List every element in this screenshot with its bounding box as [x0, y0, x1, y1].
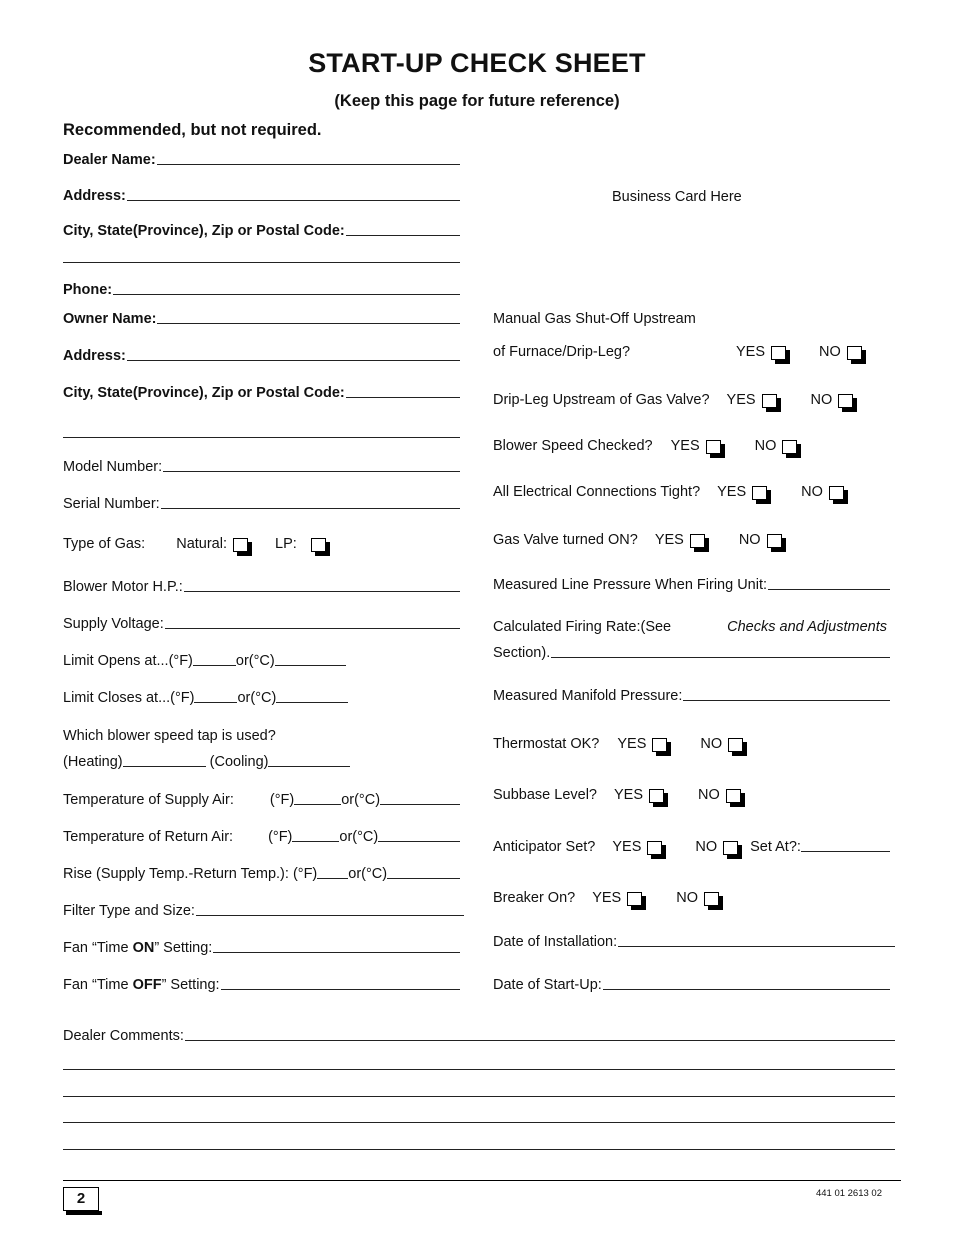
drip-leg-no-label: NO [810, 392, 833, 408]
startup-date-field[interactable] [493, 977, 890, 993]
firing-rate-label-2: Section). [493, 645, 551, 661]
temp-rise-field[interactable] [63, 866, 460, 882]
thermostat-no-label: NO [700, 736, 723, 752]
fan-off-label: Fan “Time OFF” Setting: [63, 977, 220, 993]
owner-city-field[interactable] [63, 385, 460, 401]
temp-rise-c-label: or(°C) [348, 866, 388, 882]
model-number-line[interactable] [163, 471, 460, 472]
supply-air-temp-field[interactable] [63, 792, 460, 808]
lp-label: LP: [275, 536, 297, 552]
blower-tap-label: Which blower speed tap is used? [63, 728, 276, 744]
dealer-address-label: Address: [63, 188, 126, 204]
thermostat-yes-label: YES [617, 736, 647, 752]
set-at-line[interactable] [801, 851, 890, 852]
owner-city-line[interactable] [346, 397, 460, 398]
dealer-comments-field[interactable] [63, 1028, 895, 1044]
supply-air-label: Temperature of Supply Air: [63, 792, 234, 808]
limit-opens-field[interactable] [63, 653, 346, 669]
dealer-comments-line-3[interactable] [63, 1096, 895, 1097]
fan-on-line[interactable] [213, 952, 460, 953]
limit-opens-c-label: or(°C) [235, 653, 275, 669]
electrical-label: All Electrical Connections Tight? [493, 484, 701, 500]
limit-closes-c-line[interactable] [276, 702, 348, 703]
thermostat-row [493, 736, 743, 752]
breaker-label: Breaker On? [493, 890, 576, 906]
natural-checkbox[interactable] [233, 538, 248, 552]
firing-rate-line[interactable] [551, 657, 890, 658]
owner-address-line[interactable] [127, 360, 460, 361]
line-pressure-label: Measured Line Pressure When Firing Unit: [493, 577, 768, 593]
fan-off-line[interactable] [221, 989, 460, 990]
recommendation-note: Recommended, but not required. [63, 121, 322, 139]
limit-closes-label: Limit Closes at...(°F) [63, 690, 195, 706]
gas-shutoff-no-label: NO [819, 344, 841, 360]
limit-opens-c-line[interactable] [275, 665, 346, 666]
breaker-yes-label: YES [592, 890, 622, 906]
install-date-line[interactable] [618, 946, 895, 947]
limit-closes-field[interactable] [63, 690, 348, 706]
install-date-field[interactable] [493, 934, 895, 950]
dealer-city-line-2[interactable] [63, 262, 460, 263]
owner-address-field[interactable] [63, 348, 460, 364]
gas-shutoff-row [493, 344, 889, 360]
gas-type-label: Type of Gas: [63, 536, 146, 552]
anticipator-label: Anticipator Set? [493, 839, 596, 855]
subbase-yes-checkbox[interactable] [649, 789, 664, 803]
set-at-label: Set At?: [750, 839, 801, 855]
manifold-pressure-field[interactable] [493, 688, 890, 704]
model-number-field[interactable] [63, 459, 460, 475]
supply-voltage-line[interactable] [165, 628, 460, 629]
subbase-yes-label: YES [614, 787, 644, 803]
gas-shutoff-label-2: of Furnace/Drip-Leg? [493, 344, 631, 360]
line-pressure-field[interactable] [493, 577, 890, 593]
document-number: 441 01 2613 02 [815, 1188, 882, 1199]
owner-name-label: Owner Name: [63, 311, 157, 327]
gas-shutoff-no-checkbox[interactable] [847, 346, 862, 360]
page-title: START-UP CHECK SHEET [308, 48, 646, 78]
dealer-comments-line-1[interactable] [185, 1040, 895, 1041]
startup-date-line[interactable] [603, 989, 890, 990]
anticipator-yes-label: YES [612, 839, 642, 855]
manifold-pressure-label: Measured Manifold Pressure: [493, 688, 683, 704]
return-air-c-label: or(°C) [339, 829, 379, 845]
drip-leg-no-checkbox[interactable] [838, 394, 853, 408]
gas-type-row [63, 536, 326, 552]
gas-valve-no-checkbox[interactable] [767, 534, 782, 548]
dealer-city-label: City, State(Province), Zip or Postal Code: [63, 223, 345, 239]
electrical-yes-label: YES [717, 484, 747, 500]
line-pressure-line[interactable] [768, 589, 890, 590]
dealer-comments-line-5[interactable] [63, 1149, 895, 1150]
gas-shutoff-yes-checkbox[interactable] [771, 346, 786, 360]
temp-rise-f-line[interactable] [317, 878, 348, 879]
dealer-name-label: Dealer Name: [63, 152, 156, 168]
supply-voltage-field[interactable] [63, 616, 460, 632]
blower-hp-field[interactable] [63, 579, 460, 595]
natural-label: Natural: [176, 536, 227, 552]
heating-label: (Heating) [63, 754, 123, 770]
dealer-address-line[interactable] [127, 200, 460, 201]
limit-opens-f-line[interactable] [193, 665, 236, 666]
return-air-c-line[interactable] [378, 841, 460, 842]
page-number: 2 [63, 1187, 99, 1211]
limit-closes-f-line[interactable] [194, 702, 237, 703]
firing-rate-field[interactable] [493, 645, 890, 661]
blower-speed-no-checkbox[interactable] [782, 440, 797, 454]
fan-on-field[interactable] [63, 940, 460, 956]
return-air-temp-field[interactable] [63, 829, 460, 845]
cooling-line[interactable] [268, 766, 350, 767]
blower-hp-line[interactable] [184, 591, 460, 592]
serial-number-field[interactable] [63, 496, 460, 512]
electrical-no-label: NO [801, 484, 823, 500]
owner-name-field[interactable] [63, 311, 460, 327]
fan-on-label: Fan “Time ON” Setting: [63, 940, 213, 956]
blower-speed-yes-label: YES [670, 438, 700, 454]
blower-tap-field[interactable] [63, 754, 350, 770]
blower-speed-yes-checkbox[interactable] [706, 440, 721, 454]
manifold-pressure-line[interactable] [683, 700, 890, 701]
business-card-placeholder: Business Card Here [612, 189, 742, 205]
anticipator-no-checkbox[interactable] [723, 841, 738, 855]
gas-shutoff-label-1: Manual Gas Shut-Off Upstream [493, 311, 696, 327]
electrical-row [493, 484, 844, 500]
electrical-yes-checkbox[interactable] [752, 486, 767, 500]
blower-speed-row [493, 438, 797, 454]
return-air-label: Temperature of Return Air: [63, 829, 234, 845]
limit-opens-label: Limit Opens at...(°F) [63, 653, 193, 669]
blower-speed-label: Blower Speed Checked? [493, 438, 653, 454]
filter-type-field[interactable] [63, 903, 464, 919]
install-date-label: Date of Installation: [493, 934, 618, 950]
serial-number-label: Serial Number: [63, 496, 160, 512]
checks-adjustments-ref: Checks and Adjustments [727, 619, 887, 635]
gas-valve-no-label: NO [738, 532, 761, 548]
dealer-city-line[interactable] [346, 235, 460, 236]
dealer-comments-label: Dealer Comments: [63, 1028, 184, 1044]
gas-shutoff-yes-label: YES [736, 344, 766, 360]
thermostat-label: Thermostat OK? [493, 736, 600, 752]
heating-line[interactable] [123, 766, 206, 767]
model-number-label: Model Number: [63, 459, 163, 475]
gas-valve-yes-checkbox[interactable] [690, 534, 705, 548]
filter-type-label: Filter Type and Size: [63, 903, 195, 919]
drip-leg-yes-label: YES [726, 392, 756, 408]
blower-hp-label: Blower Motor H.P.: [63, 579, 183, 595]
subbase-row [493, 787, 741, 803]
temp-rise-label: Rise (Supply Temp.-Return Temp.): (°F) [63, 866, 318, 882]
cooling-label: (Cooling) [209, 754, 269, 770]
dealer-comments-line-4[interactable] [63, 1122, 895, 1123]
owner-address-label: Address: [63, 348, 126, 364]
dealer-name-field[interactable] [63, 152, 460, 168]
breaker-no-checkbox[interactable] [704, 892, 719, 906]
owner-name-line[interactable] [157, 323, 460, 324]
return-air-f-label: (°F) [268, 829, 293, 845]
filter-type-line[interactable] [196, 915, 464, 916]
anticipator-no-label: NO [695, 839, 718, 855]
dealer-comments-line-2[interactable] [63, 1069, 895, 1070]
blower-speed-no-label: NO [754, 438, 777, 454]
startup-date-label: Date of Start-Up: [493, 977, 602, 993]
page-subtitle: (Keep this page for future reference) [334, 92, 620, 110]
supply-air-f-line[interactable] [294, 804, 341, 805]
supply-voltage-label: Supply Voltage: [63, 616, 164, 632]
gas-valve-row [493, 532, 782, 548]
firing-rate-label-1: Calculated Firing Rate:(See Checks and Adjustments [493, 619, 887, 635]
anticipator-yes-checkbox[interactable] [647, 841, 662, 855]
breaker-no-label: NO [676, 890, 698, 906]
anticipator-row [493, 839, 890, 855]
supply-air-c-label: or(°C) [341, 792, 381, 808]
serial-number-line[interactable] [161, 508, 460, 509]
owner-city-label: City, State(Province), Zip or Postal Code: [63, 385, 345, 401]
thermostat-no-checkbox[interactable] [728, 738, 743, 752]
limit-closes-c-label: or(°C) [237, 690, 277, 706]
supply-air-c-line[interactable] [380, 804, 460, 805]
dealer-name-line[interactable] [157, 164, 460, 165]
supply-air-f-label: (°F) [269, 792, 295, 808]
breaker-yes-checkbox[interactable] [627, 892, 642, 906]
subbase-no-label: NO [698, 787, 720, 803]
return-air-f-line[interactable] [292, 841, 339, 842]
temp-rise-c-line[interactable] [387, 878, 460, 879]
breaker-row [493, 890, 719, 906]
blower-tap-question [63, 728, 276, 744]
drip-leg-yes-checkbox[interactable] [762, 394, 777, 408]
dealer-phone-label: Phone: [63, 282, 113, 298]
gas-valve-yes-label: YES [654, 532, 684, 548]
gas-valve-label: Gas Valve turned ON? [493, 532, 638, 548]
dealer-phone-field[interactable] [63, 282, 460, 298]
drip-leg-label: Drip-Leg Upstream of Gas Valve? [493, 392, 710, 408]
footer-rule [63, 1180, 901, 1181]
lp-checkbox[interactable] [311, 538, 326, 552]
dealer-address-field[interactable] [63, 188, 460, 204]
subbase-no-checkbox[interactable] [726, 789, 741, 803]
thermostat-yes-checkbox[interactable] [652, 738, 667, 752]
fan-off-field[interactable] [63, 977, 460, 993]
electrical-no-checkbox[interactable] [829, 486, 844, 500]
drip-leg-row [493, 392, 853, 408]
subbase-label: Subbase Level? [493, 787, 597, 803]
owner-city-line-2[interactable] [63, 437, 460, 438]
dealer-phone-line[interactable] [113, 294, 460, 295]
dealer-city-field[interactable] [63, 223, 460, 239]
